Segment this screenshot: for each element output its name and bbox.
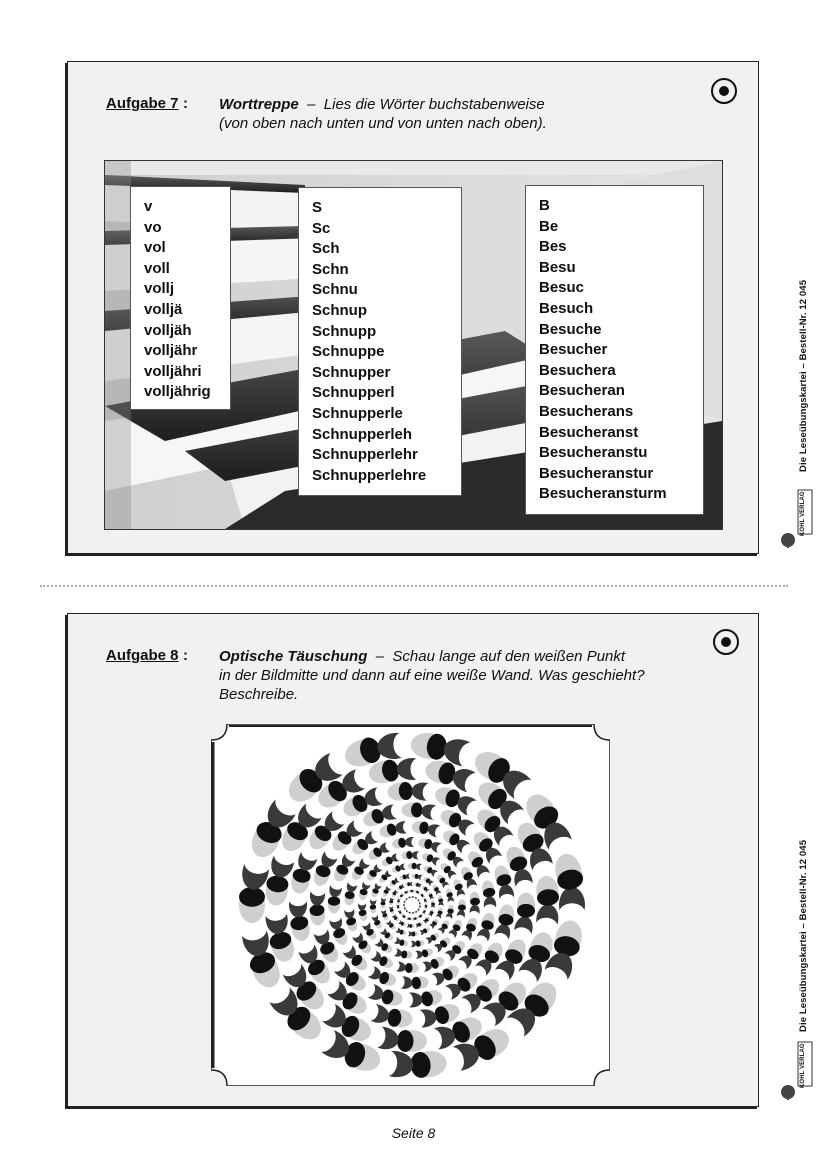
tree-logo-icon (778, 488, 816, 548)
spiral-segment (328, 896, 340, 913)
sidebar-product-text: Die Leseübungskartei – Bestell-Nr. 12 045 (798, 839, 809, 1032)
word: Besucherans (539, 402, 634, 420)
spiral-segment (405, 963, 419, 973)
word: Besucher (539, 341, 608, 359)
word: voll (144, 259, 170, 277)
spiral-segment (408, 863, 417, 869)
task7-colon: : (183, 95, 188, 112)
target-icon (711, 78, 737, 104)
word-column-3 (525, 185, 704, 515)
cut-line-divider (40, 585, 788, 587)
word: Besucheranstu (539, 444, 648, 462)
spiral-segment (397, 1030, 427, 1052)
word: Schnu (312, 281, 358, 299)
spiral-segment (484, 897, 496, 914)
word: volljäh (144, 321, 192, 339)
word: Schnuppe (312, 343, 385, 361)
spiral-segment (517, 893, 535, 918)
spiral-segment (397, 758, 427, 780)
word: Schnupperleh (312, 425, 413, 443)
word: S (312, 199, 323, 216)
spiral-segment (407, 941, 416, 947)
word: vol (144, 239, 166, 257)
spiral-segment (239, 887, 265, 923)
word: Besuchera (539, 361, 616, 379)
word: v (144, 198, 153, 215)
sidebar-top (778, 260, 818, 550)
task8-line1: Schau lange auf den weißen Punkt (392, 648, 626, 665)
tree-logo-icon (778, 1040, 816, 1100)
word: Sch (312, 240, 340, 258)
word: Schnup (312, 301, 367, 319)
word: Sc (312, 219, 331, 237)
spiral-segment (458, 899, 466, 910)
spiral-segment (402, 803, 423, 818)
spiral-segment (405, 837, 419, 847)
word: Besucheranstur (539, 464, 654, 482)
word: Schnupper (312, 363, 391, 381)
page-number: Seite 8 (391, 1125, 436, 1141)
spiral-segment (559, 887, 585, 923)
optical-illusion-frame (211, 724, 610, 1086)
sidebar-bottom (778, 800, 818, 1100)
word: vollj (144, 280, 175, 298)
task7-dash: – (307, 96, 316, 113)
word: Schn (312, 260, 349, 278)
word: Besuche (539, 320, 602, 338)
sidebar-product-text: Die Leseübungskartei – Bestell-Nr. 12 045 (798, 279, 809, 472)
spiral-segment (358, 899, 366, 910)
word: Be (539, 217, 559, 235)
publisher-logo-text: KOHL VERLAG (800, 1043, 806, 1088)
spiral-segment (289, 892, 307, 917)
word: Besuch (539, 299, 594, 317)
word: volljä (144, 300, 183, 318)
task8-line2: in der Bildmitte und dann auf eine weiße Wand. Was geschieht? (219, 667, 645, 684)
spiral-segment (438, 902, 443, 909)
center-white-dot (409, 902, 415, 908)
word: vo (144, 218, 162, 236)
task7-line2: (von oben nach unten und von unten nach oben). (219, 115, 547, 132)
word: Schnupperlehr (312, 446, 418, 464)
word: B (539, 197, 550, 214)
task8-dash: – (375, 648, 385, 665)
word: Bes (539, 238, 567, 256)
word: volljähr (144, 342, 198, 360)
task7-label: Aufgabe 7 (106, 95, 179, 112)
publisher-logo-text: KOHL VERLAG (800, 491, 806, 536)
spiral-segment (380, 901, 385, 908)
task8-label: Aufgabe 8 (106, 647, 179, 664)
task8-line3: Beschreibe. (219, 686, 299, 703)
target-icon (713, 629, 739, 655)
word: Schnupp (312, 322, 377, 340)
word: Schnupperle (312, 404, 403, 422)
word-column-2 (298, 187, 462, 496)
task7-instruction (219, 95, 547, 133)
word: Besu (539, 258, 576, 276)
word-column-1 (130, 186, 231, 410)
word: Schnupperl (312, 384, 395, 402)
word: volljährig (144, 383, 211, 401)
task8-instruction (219, 647, 645, 704)
word: Besucheransturm (539, 485, 667, 503)
task7-title: Worttreppe (219, 96, 299, 113)
task8-colon: : (183, 647, 188, 664)
task8-title: Optische Täuschung (219, 648, 368, 665)
word: Besucheranst (539, 423, 639, 441)
spiral-segment (401, 993, 422, 1008)
word: Schnupperlehre (312, 466, 427, 484)
word: Besucheran (539, 382, 625, 400)
word: volljähri (144, 362, 202, 380)
word: Besuc (539, 279, 585, 297)
task7-line1: Lies die Wörter buchstabenweise (323, 96, 545, 113)
